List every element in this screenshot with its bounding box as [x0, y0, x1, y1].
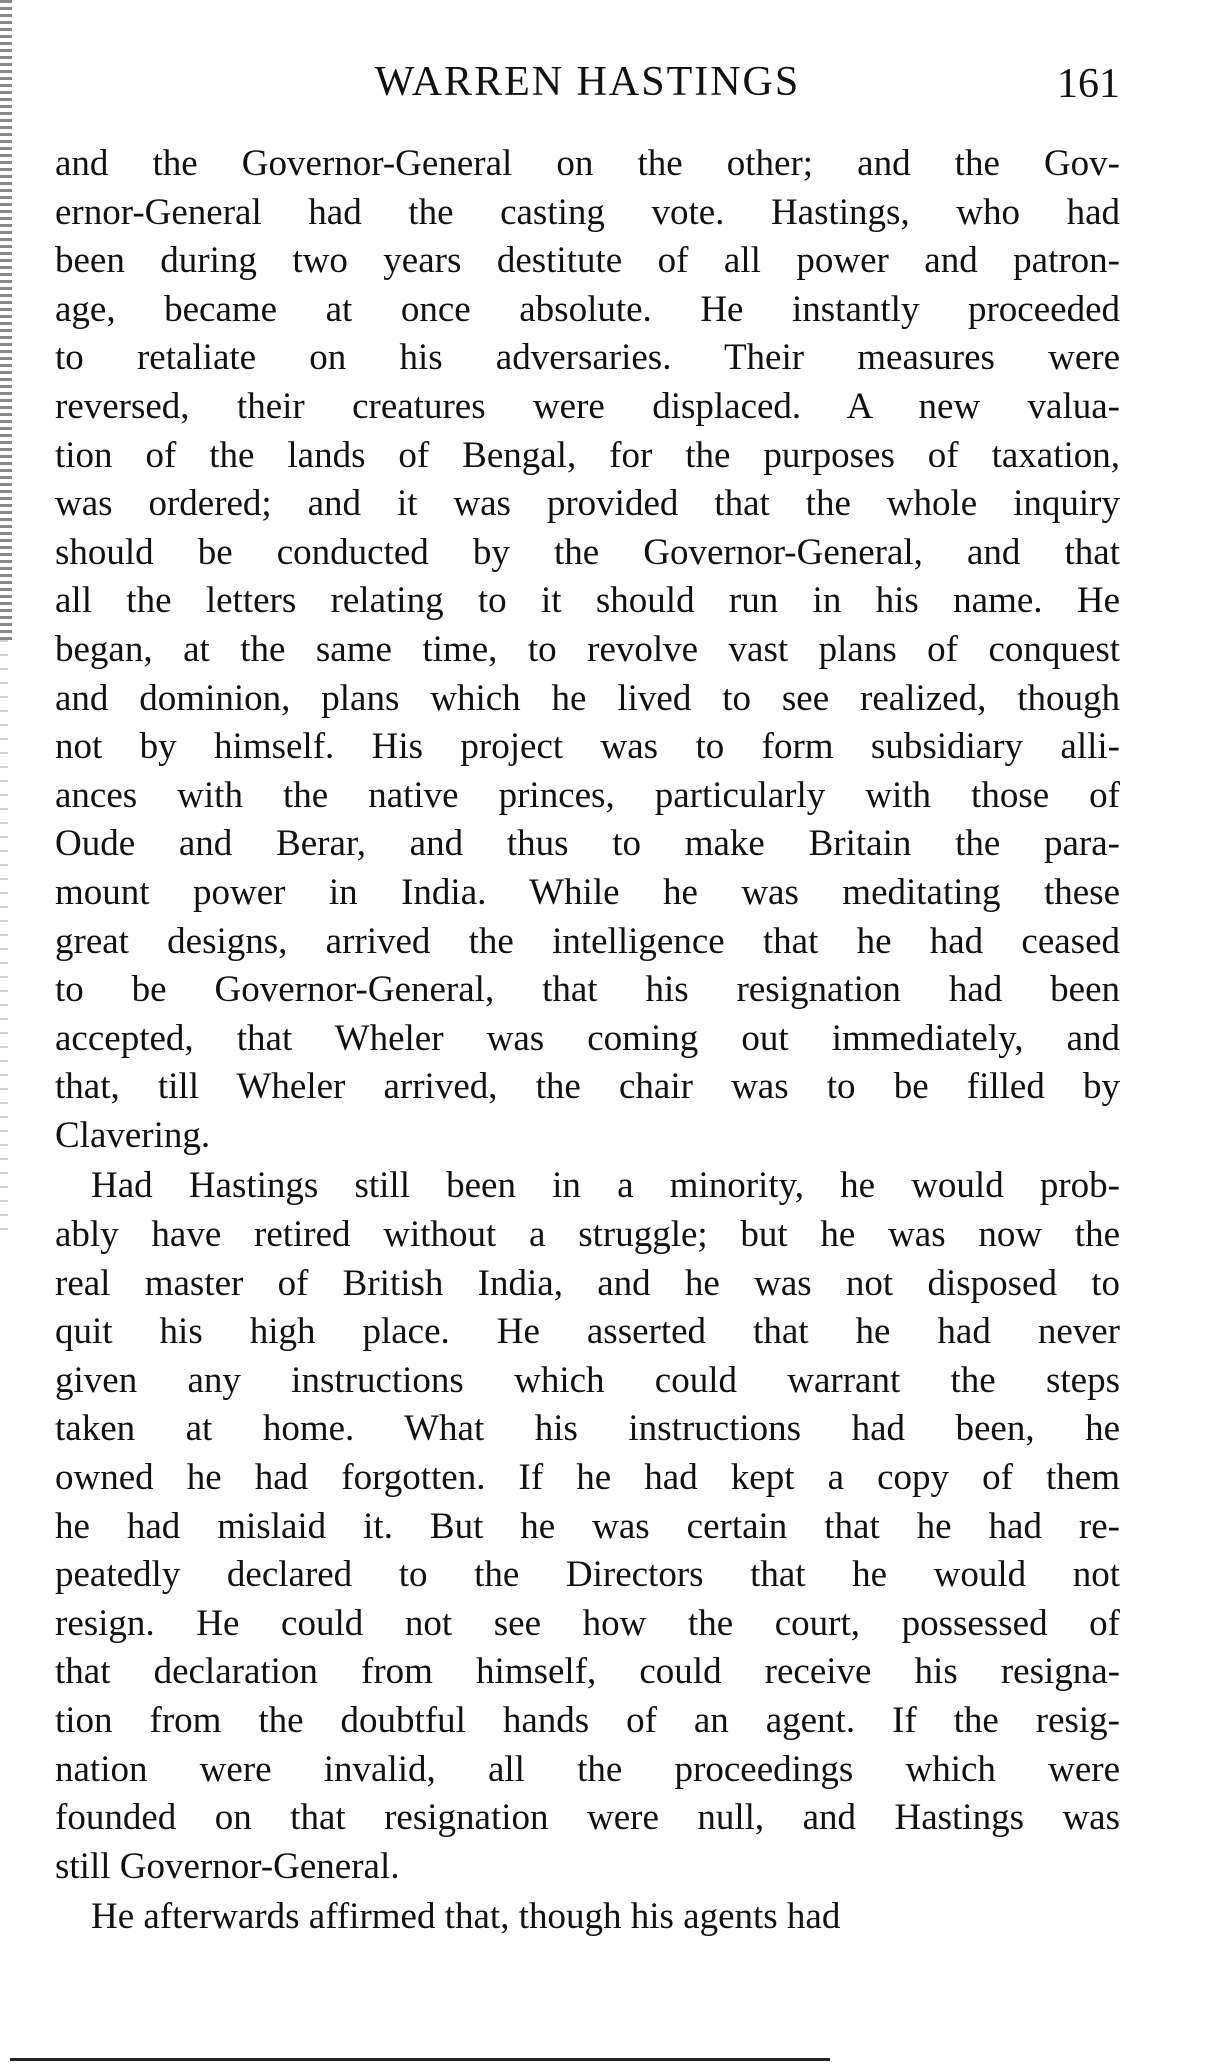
binding-edge-speckle	[0, 640, 8, 1240]
text-line: he had mislaid it. But he was certain that he had re-	[55, 1505, 1120, 1547]
text-line: was ordered; and it was provided that the whole inquiry	[55, 483, 1120, 525]
paragraph	[55, 1160, 1120, 1891]
text-line: founded on that resignation were null, and Hastings was	[55, 1797, 1120, 1839]
text-line: taken at home. What his instructions had been, he	[55, 1408, 1120, 1450]
text-line: all the letters relating to it should run in his name. He	[55, 580, 1120, 622]
text-line: owned he had forgotten. If he had kept a copy of them	[55, 1457, 1120, 1499]
text-line: resign. He could not see how the court, possessed of	[55, 1602, 1120, 1644]
text-line: that, till Wheler arrived, the chair was to be filled by	[55, 1066, 1120, 1108]
paragraph	[55, 140, 1120, 1160]
text-line: still Governor-General.	[55, 1845, 400, 1887]
text-line: to be Governor-General, that his resignation had been	[55, 969, 1120, 1011]
text-line: peatedly declared to the Directors that he would not	[55, 1554, 1120, 1596]
text-line: given any instructions which could warrant the steps	[55, 1359, 1120, 1401]
text-line: Oude and Berar, and thus to make Britain the para-	[55, 823, 1120, 865]
text-line: mount power in India. While he was meditating these	[55, 871, 1120, 913]
text-line: ably have retired without a struggle; but he was now the	[55, 1214, 1120, 1256]
text-line: Had Hastings still been in a minority, he would prob-	[91, 1165, 1120, 1207]
text-line: tion of the lands of Bengal, for the purposes of taxation,	[55, 434, 1120, 476]
page-header	[55, 58, 1120, 118]
body-text	[55, 140, 1120, 1942]
text-line: nation were invalid, all the proceedings which were	[55, 1748, 1120, 1790]
text-line: great designs, arrived the intelligence that he had ceased	[55, 920, 1120, 962]
text-line: and the Governor-General on the other; and the Gov-	[55, 143, 1120, 184]
running-title: WARREN HASTINGS	[374, 59, 801, 105]
text-line: reversed, their creatures were displaced. A new valua-	[55, 385, 1120, 427]
text-line: began, at the same time, to revolve vast plans of conquest	[55, 628, 1120, 670]
text-line: that declaration from himself, could receive his resigna-	[55, 1651, 1120, 1693]
bottom-rule	[10, 2058, 830, 2061]
page-number: 161	[1057, 61, 1120, 107]
text-line: ernor-General had the casting vote. Hastings, who had	[55, 191, 1120, 233]
text-line: quit his high place. He asserted that he had never	[55, 1311, 1120, 1353]
text-line: ances with the native princes, particularly with those of	[55, 774, 1120, 816]
text-line: not by himself. His project was to form subsidiary alli-	[55, 726, 1120, 768]
text-line: to retaliate on his adversaries. Their measures were	[55, 337, 1120, 379]
text-line: accepted, that Wheler was coming out immediately, and	[55, 1017, 1120, 1059]
binding-edge-shadow	[0, 0, 12, 640]
text-line: should be conducted by the Governor-General, and that	[55, 531, 1120, 573]
text-line: age, became at once absolute. He instantly proceeded	[55, 288, 1120, 330]
text-line: been during two years destitute of all power and patron-	[55, 240, 1120, 282]
text-line: tion from the doubtful hands of an agent. If the resig-	[55, 1700, 1120, 1741]
text-line: real master of British India, and he was not disposed to	[55, 1262, 1120, 1304]
paragraph	[55, 1891, 1120, 1942]
text-line: and dominion, plans which he lived to see realized, though	[55, 677, 1120, 719]
text-line: Clavering.	[55, 1114, 211, 1156]
text-line: He afterwards affirmed that, though his agents had	[91, 1896, 841, 1938]
